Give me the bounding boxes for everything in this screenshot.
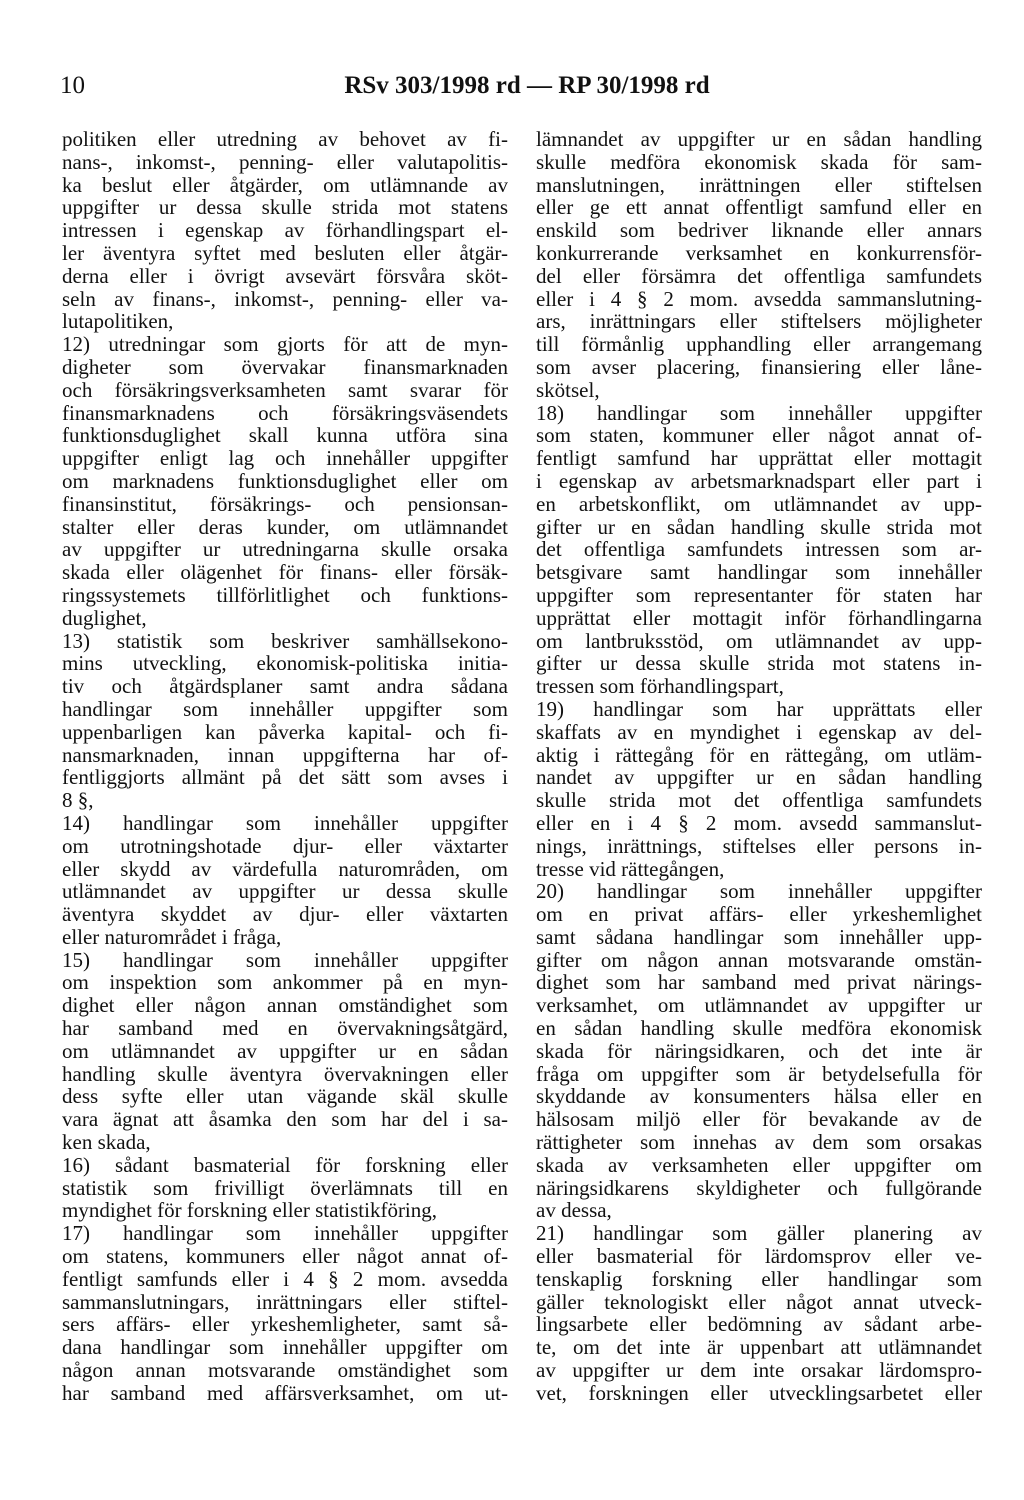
text-line: som avser placering, finansiering eller låne-: [536, 354, 982, 379]
text-line: dess syfte eller utan vägande skäl skulle: [62, 1084, 508, 1109]
text-line: finansmarknadens och försäkringsväsendets: [62, 400, 508, 425]
text-line: te, om det inte är uppenbart att utlämnandet: [536, 1335, 982, 1360]
text-line: statistik som frivilligt överlämnats till en: [62, 1175, 508, 1200]
text-line: av uppgifter ur utredningarna skulle orsaka: [62, 537, 508, 562]
text-line: politiken eller utredning av behovet av fi-: [62, 127, 508, 151]
text-line: fråga om uppgifter som är betydelsefulla för: [536, 1061, 982, 1086]
text-line: eller i 4 § 2 mom. avsedda sammanslutning-: [536, 286, 982, 311]
text-line: om utlämnandet av uppgifter ur en sådan: [62, 1038, 508, 1063]
text-line: äventyra skyddet av djur- eller växtarten: [62, 902, 508, 927]
text-line: en arbetskonflikt, om utlämnandet av upp-: [536, 491, 982, 516]
text-line: någon annan motsvarande omständighet som: [62, 1358, 508, 1383]
text-line: tenskaplig forskning eller handlingar som: [536, 1266, 982, 1291]
right-text-column: [536, 128, 982, 1405]
text-line: ken skada,: [62, 1130, 151, 1155]
text-line: nings, inrättnings, stiftelses eller persons in-: [536, 833, 982, 858]
text-line: om utrotningshotade djur- eller växtarter: [62, 833, 508, 858]
text-line: handlingar som innehåller uppgifter som: [62, 696, 508, 721]
text-line: 16) sådant basmaterial för forskning eller: [62, 1152, 508, 1177]
text-line: samt sådana handlingar som innehåller upp-: [536, 924, 982, 949]
text-line: ka beslut eller åtgärder, om utlämnande av: [62, 172, 508, 197]
text-line: del eller försämra det offentliga samfundets: [536, 263, 982, 288]
text-line: gifter om någon annan motsvarande omstän-: [536, 947, 982, 972]
text-line: om statens, kommuners eller något annat of-: [62, 1244, 508, 1269]
text-line: stalter eller deras kunder, om utlämnandet: [62, 514, 508, 539]
text-line: 21) handlingar som gäller planering av: [536, 1221, 982, 1246]
text-line: uppgifter enligt lag och innehåller uppgifter: [62, 446, 508, 471]
text-line: skada av verksamheten eller uppgifter om: [536, 1152, 982, 1177]
text-line: rättigheter som innehas av dem som orsakas: [536, 1130, 982, 1155]
text-line: 19) handlingar som har upprättats eller: [536, 696, 982, 721]
text-line: handling skulle äventyra övervakningen eller: [62, 1061, 508, 1086]
text-line: sers affärs- eller yrkeshemligheter, samt så-: [62, 1312, 508, 1337]
text-line: ler äventyra syftet med besluten eller åtgär-: [62, 240, 508, 265]
text-line: betsgivare samt handlingar som innehåller: [536, 560, 982, 585]
text-line: uppenbarligen kan påverka kapital- och fi-: [62, 719, 508, 744]
text-line: verksamhet, om utlämnandet av uppgifter ur: [536, 993, 982, 1018]
text-line: till förmånlig upphandling eller arrangemang: [536, 332, 982, 357]
text-line: funktionsduglighet skall kunna utföra sina: [62, 423, 508, 448]
text-line: om lantbruksstöd, om utlämnandet av upp-: [536, 628, 982, 653]
text-line: tresse vid rättegången,: [536, 856, 725, 881]
text-line: 12) utredningar som gjorts för att de myn-: [62, 332, 508, 357]
text-line: finansinstitut, försäkrings- och pensionsan-: [62, 491, 508, 516]
text-line: myndighet för forskning eller statistikföring,: [62, 1198, 438, 1223]
text-line: som staten, kommuner eller något annat of-: [536, 423, 982, 448]
text-line: 17) handlingar som innehåller uppgifter: [62, 1221, 508, 1246]
text-line: 13) statistik som beskriver samhällsekono-: [62, 628, 508, 653]
text-line: manslutningen, inrättningen eller stiftelsen: [536, 172, 982, 197]
text-line: 14) handlingar som innehåller uppgifter: [62, 810, 508, 835]
text-line: skyddande av konsumenters hälsa eller en: [536, 1084, 982, 1109]
text-line: intressen i egenskap av förhandlingspart el-: [62, 218, 508, 243]
text-line: av dessa,: [536, 1198, 612, 1223]
text-line: mins utveckling, ekonomisk-politiska initia-: [62, 651, 508, 676]
text-line: ars, inrättningars eller stiftelsers möjligheter: [536, 309, 982, 334]
text-line: duglighet,: [62, 605, 147, 630]
text-line: derna eller i övrigt avsevärt försvåra sköt-: [62, 263, 508, 288]
text-line: enskild som bedriver liknande eller annars: [536, 218, 982, 243]
text-line: digheter som övervakar finansmarknaden: [62, 354, 508, 379]
text-line: skaffats av en myndighet i egenskap av del-: [536, 719, 982, 744]
text-line: eller en i 4 § 2 mom. avsedd sammanslut-: [536, 810, 982, 835]
text-line: hälsosam miljö eller för bevakande av de: [536, 1107, 982, 1132]
text-line: ringssystemets tillförlitlighet och funktions-: [62, 582, 508, 607]
text-line: lämnandet av uppgifter ur en sådan handling: [536, 127, 982, 151]
text-line: fentliggjorts allmänt på det sätt som avses i: [62, 765, 508, 790]
text-line: skulle medföra ekonomisk skada för sam-: [536, 149, 982, 174]
left-text-column: [62, 128, 508, 1405]
text-line: skulle strida mot det offentliga samfundets: [536, 788, 982, 813]
text-line: skada eller olägenhet för finans- eller försäk-: [62, 560, 508, 585]
text-line: vet, forskningen eller utvecklingsarbetet eller: [536, 1380, 982, 1405]
text-line: nansmarknaden, innan uppgifterna har of-: [62, 742, 508, 767]
text-line: om en privat affärs- eller yrkeshemlighet: [536, 902, 982, 927]
text-line: om inspektion som ankommer på en myn-: [62, 970, 508, 995]
text-line: dana handlingar som innehåller uppgifter om: [62, 1335, 508, 1360]
text-line: skada för näringsidkaren, och det inte är: [536, 1038, 982, 1063]
text-line: har samband med affärsverksamhet, om ut-: [62, 1380, 508, 1405]
text-line: 15) handlingar som innehåller uppgifter: [62, 947, 508, 972]
text-line: utlämnandet av uppgifter ur dessa skulle: [62, 879, 508, 904]
text-line: eller naturområdet i fråga,: [62, 924, 282, 949]
text-line: det offentliga samfundets intressen som ar-: [536, 537, 982, 562]
text-line: i egenskap av arbetsmarknadspart eller part i: [536, 468, 982, 493]
text-line: om marknadens funktionsduglighet eller om: [62, 468, 508, 493]
text-line: konkurrerande verksamhet en konkurrensför-: [536, 240, 982, 265]
page-number: 10: [60, 72, 85, 99]
text-line: näringsidkarens skyldigheter och fullgörande: [536, 1175, 982, 1200]
text-line: 20) handlingar som innehåller uppgifter: [536, 879, 982, 904]
text-line: tiv och åtgärdsplaner samt andra sådana: [62, 674, 508, 699]
text-line: 18) handlingar som innehåller uppgifter: [536, 400, 982, 425]
text-line: och försäkringsverksamheten samt svarar för: [62, 377, 508, 402]
text-line: aktig i rättegång för en rättegång, om utläm-: [536, 742, 982, 767]
text-line: vara ägnat att åsamka den som har del i sa-: [62, 1107, 508, 1132]
text-line: lutapolitiken,: [62, 309, 174, 334]
text-line: sammanslutningars, inrättningars eller stiftel-: [62, 1289, 508, 1314]
text-line: uppgifter som representanter för staten har: [536, 582, 982, 607]
text-line: seln av finans-, inkomst-, penning- eller va-: [62, 286, 508, 311]
text-line: dighet eller någon annan omständighet som: [62, 993, 508, 1018]
text-line: lingsarbete eller bedömning av sådant arbe-: [536, 1312, 982, 1337]
text-line: nandet av uppgifter ur en sådan handling: [536, 765, 982, 790]
text-line: gifter ur en sådan handling skulle strida mot: [536, 514, 982, 539]
text-line: tressen som förhandlingspart,: [536, 674, 784, 699]
text-line: av uppgifter ur dem inte orsakar lärdomspro-: [536, 1358, 982, 1383]
text-line: eller skydd av värdefulla naturområden, om: [62, 856, 508, 881]
text-line: eller basmaterial för lärdomsprov eller ve-: [536, 1244, 982, 1269]
text-line: skötsel,: [536, 377, 600, 402]
running-header: RSv 303/1998 rd — RP 30/1998 rd: [344, 72, 710, 99]
text-line: uppgifter ur dessa skulle strida mot statens: [62, 195, 508, 220]
text-line: eller ge ett annat offentligt samfund eller en: [536, 195, 982, 220]
text-line: fentligt samfund har upprättat eller mottagit: [536, 446, 982, 471]
text-line: fentligt samfunds eller i 4 § 2 mom. avsedda: [62, 1266, 508, 1291]
text-line: en sådan handling skulle medföra ekonomisk: [536, 1016, 982, 1041]
text-line: upprättat eller mottagit inför förhandlingarna: [536, 605, 982, 630]
text-line: gäller teknologiskt eller något annat utveck-: [536, 1289, 982, 1314]
text-line: gifter ur dessa skulle strida mot statens in-: [536, 651, 982, 676]
text-line: nans-, inkomst-, penning- eller valutapolitis-: [62, 149, 508, 174]
text-line: dighet som har samband med privat närings-: [536, 970, 982, 995]
text-line: har samband med en övervakningsåtgärd,: [62, 1016, 508, 1041]
text-line: 8 §,: [62, 788, 94, 813]
